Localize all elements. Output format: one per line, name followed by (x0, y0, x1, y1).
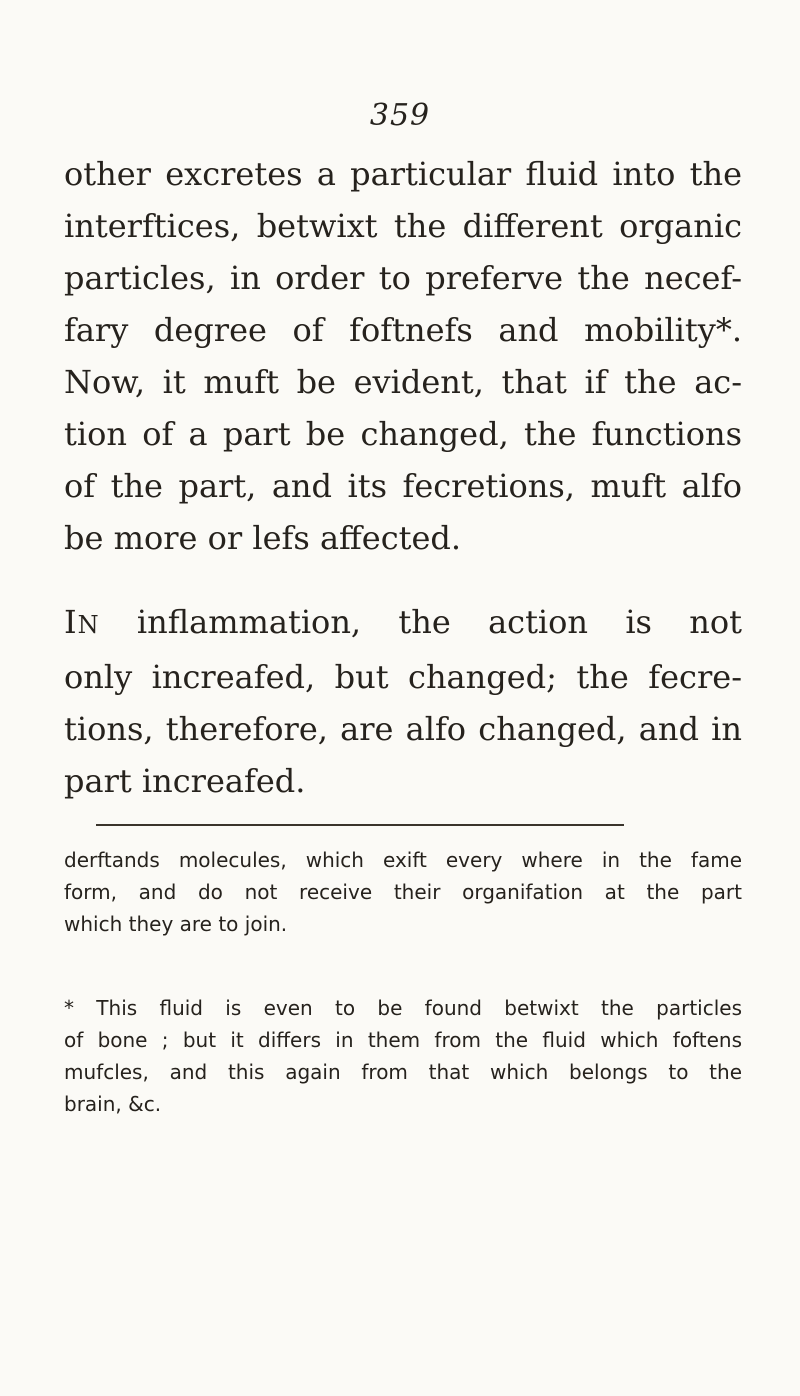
paragraph-1-line: other excretes a particular fluid into the (64, 155, 742, 193)
footnote-star-line: mufcles, and this again from that which belongs to the (64, 1060, 742, 1084)
footnote-star (64, 992, 742, 1120)
paragraph-1-line: particles, in order to preferve the necef- (64, 259, 742, 297)
footnote-continued (64, 844, 742, 940)
paragraph-2 (64, 596, 742, 807)
footnote-star-line: of bone ; but it differs in them from the fluid which foftens (64, 1028, 742, 1052)
footnote-continued-line: derftands molecules, which exift every where in the fame (64, 848, 742, 872)
paragraph-1-line: tion of a part be changed, the functions (64, 415, 742, 453)
page-number: 359 (369, 98, 431, 133)
footnote-star-line: * This fluid is even to be found betwixt the particles (64, 996, 742, 1020)
paragraph-2-line: part increafed. (64, 762, 306, 800)
paragraph-1-line: Now, it muft be evident, that if the ac- (64, 363, 742, 401)
paragraph-2-lead-smallcaps: N (77, 611, 100, 639)
paragraph-1-line: interftices, betwixt the different organic (64, 207, 742, 245)
paragraph-2-first-line (64, 596, 742, 651)
paragraph-1-line: be more or lefs affected. (64, 519, 462, 557)
footnote-star-line: brain, &c. (64, 1092, 162, 1116)
paragraph-1-line: fary degree of foftnefs and mobility*. (64, 311, 742, 349)
footnote-continued-line: form, and do not receive their organifation at the part (64, 880, 742, 904)
paragraph-2-first-line-text: inflammation, the action is not (99, 603, 742, 641)
footnote-divider (96, 824, 624, 826)
paragraph-2-lead-capital: I (64, 603, 78, 641)
footnote-continued-line: which they are to join. (64, 912, 288, 936)
paragraph-1-line: of the part, and its fecretions, muft alfo (64, 467, 742, 505)
paragraph-1 (64, 148, 742, 564)
paragraph-2-line: only increafed, but changed; the fecre- (64, 658, 742, 696)
paragraph-2-lead-word (64, 603, 100, 641)
paragraph-2-line: tions, therefore, are alfo changed, and in (64, 710, 742, 748)
